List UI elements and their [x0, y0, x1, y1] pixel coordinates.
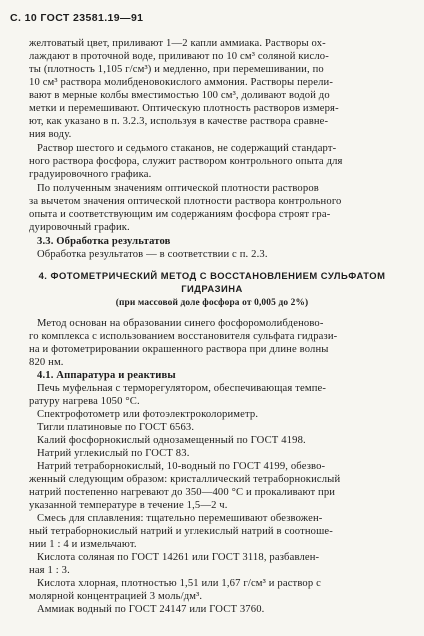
- text-line: Кислота соляная по ГОСТ 14261 или ГОСТ 3118, разбавлен-: [37, 552, 320, 563]
- text-line: желтоватый цвет, приливают 1—2 капли аммиака. Растворы ох-: [29, 38, 326, 49]
- text-line: за вычетом значения оптической плотности раствора контрольного: [29, 196, 342, 207]
- text-line: молярной концентрацией 3 моль/дм³.: [29, 591, 203, 602]
- text-line: вают в мерные колбы вместимостью 100 см³, доливают водой до: [29, 90, 330, 101]
- text-line: 820 нм.: [29, 357, 64, 368]
- text-line: дуировочный график.: [29, 222, 130, 233]
- chapter-title: 4. ФОТОМЕТРИЧЕСКИЙ МЕТОД С ВОССТАНОВЛЕНИЕМ СУЛЬФАТОМ: [38, 270, 386, 281]
- text-line: 10 см³ раствора молибденовокислого аммония. Растворы перели-: [29, 77, 334, 88]
- chapter-subtitle: (при массовой доле фосфора от 0,005 до 2%): [115, 298, 309, 308]
- text-line: метки и перемешивают. Оптическую плотность растворов измеря-: [29, 103, 339, 114]
- text-line: ный тетраборнокислый натрий и углекислый натрий в соотноше-: [29, 526, 333, 537]
- text-line: опыта и соответствующим им содержаниям фосфора строят гра-: [29, 209, 331, 220]
- text-line: Тигли платиновые по ГОСТ 6563.: [37, 422, 195, 433]
- text-line: Метод основан на образовании синего фосфоромолибденово-: [37, 318, 324, 329]
- text-line: женный следующим образом: кристаллический тетраборнокислый: [29, 474, 341, 485]
- text-line: ния воду.: [29, 129, 72, 140]
- text-line: Кислота хлорная, плотностью 1,51 или 1,67 г/см³ и раствор с: [37, 578, 321, 589]
- text-line: указанной температуре в течение 1,5—2 ч.: [29, 500, 228, 511]
- text-line: градуировочного графика.: [29, 169, 152, 180]
- text-line: Смесь для сплавления: тщательно перемешивают обезвожен-: [37, 513, 323, 524]
- text-line: натрий постепенно нагревают до 350—400 °С и прокаливают при: [29, 487, 336, 498]
- text-line: нии 1 : 4 и измельчают.: [29, 539, 137, 550]
- text-line: По полученным значениям оптической плотности растворов: [37, 183, 319, 194]
- text-line: Натрий тетраборнокислый, 10-водный по ГОСТ 4199, обезво-: [37, 461, 326, 472]
- text-line: ная 1 : 3.: [29, 565, 70, 576]
- text-line: Обработка результатов — в соответствии с п. 2.3.: [37, 249, 268, 260]
- text-line: Печь муфельная с терморегулятором, обеспечивающая темпе-: [37, 383, 327, 394]
- section-heading: 3.3. Обработка результатов: [37, 236, 171, 247]
- page-header: С. 10 ГОСТ 23581.19—91: [10, 12, 144, 24]
- text-line: го комплекса с использованием восстановителя сульфата гидрази-: [29, 331, 338, 342]
- chapter-title-cont: ГИДРАЗИНА: [181, 283, 243, 294]
- text-line: ют, как указано в п. 3.2.3, используя в качестве раствора сравне-: [29, 116, 329, 127]
- text-line: Калий фосфорнокислый однозамещенный по ГОСТ 4198.: [37, 435, 306, 446]
- text-line: ратуру нагрева 1050 °С.: [29, 396, 140, 407]
- section-heading: 4.1. Аппаратура и реактивы: [37, 370, 176, 381]
- text-line: Раствор шестого и седьмого стаканов, не содержащий стандарт-: [37, 143, 337, 154]
- text-line: Аммиак водный по ГОСТ 24147 или ГОСТ 3760.: [37, 604, 265, 615]
- text-line: Натрий углекислый по ГОСТ 83.: [37, 448, 190, 459]
- text-line: на и фотометрировании окрашенного раствора при длине волны: [29, 344, 329, 355]
- text-line: ты (плотность 1,105 г/см³) и медленно, при перемешивании, по: [29, 64, 324, 75]
- text-line: ного раствора фосфора, служит раствором контрольного опыта для: [29, 156, 343, 167]
- text-line: лаждают в проточной воде, приливают по 10 см³ соляной кисло-: [29, 51, 329, 62]
- text-line: Спектрофотометр или фотоэлектроколориметр.: [37, 409, 259, 420]
